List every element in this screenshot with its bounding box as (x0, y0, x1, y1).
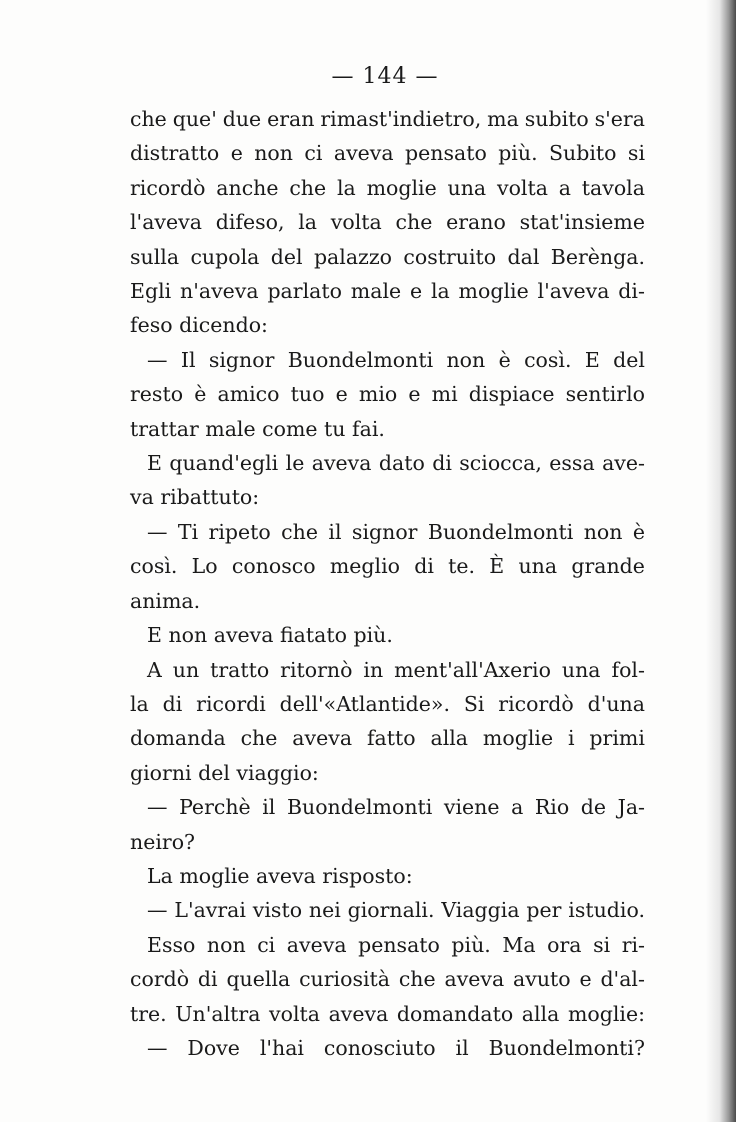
text-line: — Ti ripeto che il signor Buondelmonti non è (147, 519, 645, 544)
text-line: la di ricordi dell'«Atlantide». Si ricordò d'una (130, 691, 645, 716)
text-line: E non aveva fiatato più. (147, 623, 393, 648)
text-line: trattar male come tu fai. (130, 416, 385, 441)
text-line: Egli n'aveva parlato male e la moglie l'aveva di- (130, 279, 645, 304)
text-line: resto è amico tuo e mio e mi dispiace sentirlo (130, 382, 645, 407)
text-line: La moglie aveva risposto: (147, 863, 413, 888)
text-line: giorni del viaggio: (130, 760, 319, 785)
text-line: che que' due eran rimast'indietro, ma subito s'era (130, 107, 645, 131)
body-text (130, 102, 645, 1065)
text-line: anima. (130, 588, 201, 613)
text-line: A un tratto ritornò in ment'all'Axerio una fol- (147, 657, 645, 682)
text-line: cordò di quella curiosità che aveva avuto e d'al- (130, 967, 645, 992)
text-line: — L'avrai visto nei giornali. Viaggia per istudio. (147, 898, 645, 923)
text-line: sulla cupola del palazzo costruito dal Berènga. (130, 244, 645, 269)
text-line: distratto e non ci aveva pensato più. Subito si (130, 141, 645, 166)
text-line: E quand'egli le aveva dato di sciocca, essa ave- (147, 451, 645, 476)
text-line: domanda che aveva fatto alla moglie i primi (130, 726, 645, 751)
text-line: — Perchè il Buondelmonti viene a Rio de Ja- (147, 795, 645, 820)
page-number: — 144 — (331, 64, 439, 89)
text-line: l'aveva difeso, la volta che erano stat'insieme (130, 210, 645, 235)
text-line: ricordò anche che la moglie una volta a tavola (130, 175, 645, 200)
text-line: Esso non ci aveva pensato più. Ma ora si ri- (147, 932, 645, 957)
text-line: tre. Un'altra volta aveva domandato alla moglie: (130, 1001, 645, 1026)
text-line: neiro? (130, 829, 196, 854)
text-line: così. Lo conosco meglio di te. È una grande (130, 554, 645, 579)
page-binding-edge (706, 0, 736, 1122)
text-line: va ribattuto: (130, 485, 260, 510)
text-line: — Il signor Buondelmonti non è così. E del (147, 347, 645, 372)
text-line: feso dicendo: (130, 313, 268, 338)
text-line: — Dove l'hai conosciuto il Buondelmonti? (147, 1035, 645, 1060)
